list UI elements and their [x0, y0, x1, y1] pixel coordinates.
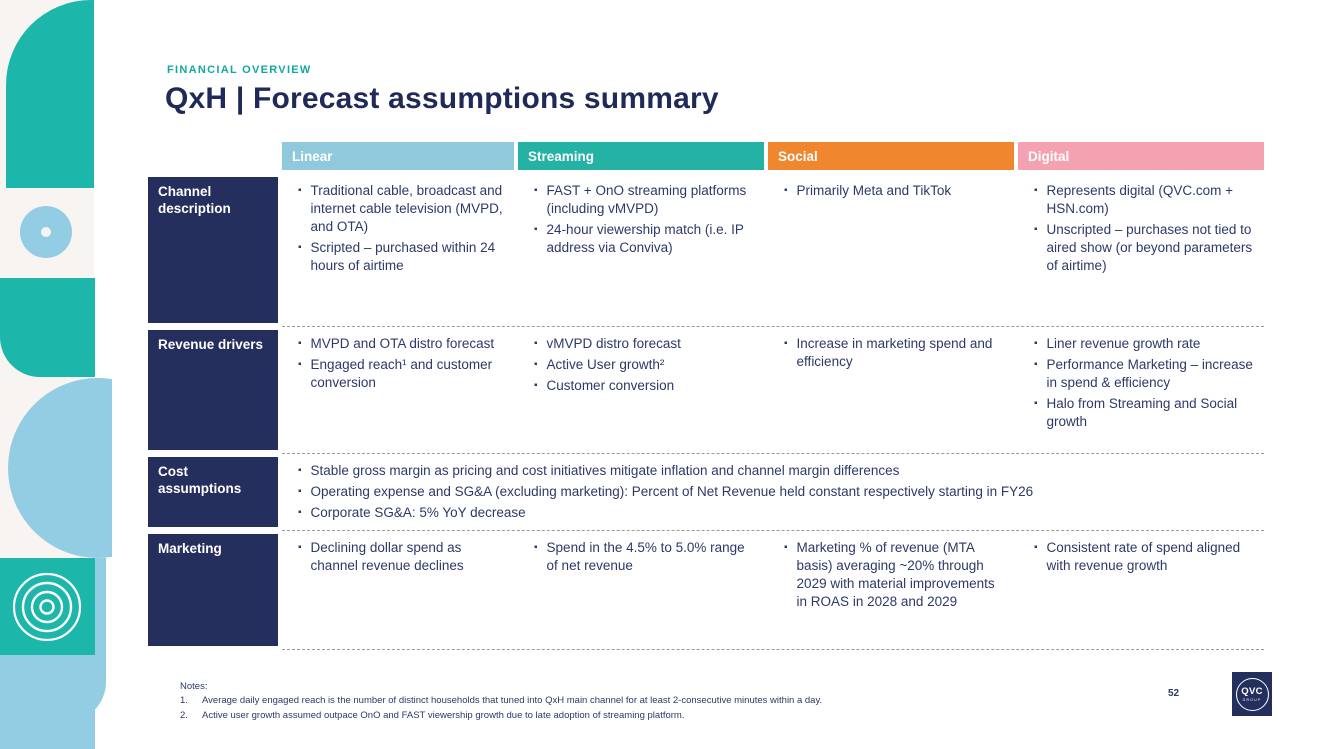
bullet-item [1034, 221, 1258, 275]
bullet-text: Performance Marketing – increase in spend & efficiency [1046, 357, 1253, 390]
blue-bottom-block [0, 655, 95, 749]
teal-middle-block [0, 278, 95, 377]
bullet-list [298, 182, 508, 275]
bullet-marker: ▪ [1034, 359, 1038, 370]
bullet-marker: ▪ [298, 465, 302, 476]
bullet-marker: ▪ [534, 185, 538, 196]
bullet-marker: ▪ [784, 542, 788, 553]
table-cell-linear [282, 534, 514, 646]
row-separator [282, 326, 1264, 327]
bullet-marker: ▪ [1034, 338, 1038, 349]
column-header-label: Social [778, 148, 818, 164]
page-number: 52 [1168, 688, 1180, 699]
bullet-item [534, 335, 758, 353]
column-header-label: Linear [292, 148, 333, 164]
table-cell-streaming [518, 330, 764, 450]
column-header-streaming [518, 142, 764, 170]
qvc-group-logo [1232, 672, 1272, 716]
bullet-text: FAST + OnO streaming platforms (including vMVPD) [546, 183, 747, 216]
logo-brand-text: QVC [1241, 686, 1263, 697]
bullet-text: Unscripted – purchases not tied to aired show (or beyond parameters of airtime) [1046, 221, 1253, 273]
bullet-marker: ▪ [298, 542, 302, 553]
bullet-marker: ▪ [534, 359, 538, 370]
assumptions-table [148, 142, 1264, 646]
bullet-marker: ▪ [534, 223, 538, 235]
column-header-label: Digital [1028, 148, 1070, 164]
table-cell-linear [282, 330, 514, 450]
white-center-dot [41, 227, 51, 237]
row-header-label: Channel description [158, 184, 231, 216]
table-cell-streaming [518, 177, 764, 323]
table-corner-spacer [148, 142, 278, 170]
table-cell-streaming [518, 534, 764, 646]
bullet-list [534, 539, 758, 575]
bullet-item [534, 539, 758, 575]
bullet-text: Liner revenue growth rate [1046, 336, 1201, 351]
bullet-marker: ▪ [298, 486, 302, 497]
bullet-item [298, 462, 1258, 480]
row-header-label: Marketing [158, 541, 222, 556]
row-separator [282, 530, 1264, 531]
teal-icon-block [0, 558, 95, 655]
bullet-text: Customer conversion [546, 378, 675, 393]
bullet-item [298, 483, 1258, 501]
bullet-text: Marketing % of revenue (MTA basis) averaging ~20% through 2029 with material improvements in ROAS in 2028 and 2029 [796, 540, 995, 609]
bullet-text: Declining dollar spend as channel revenue declines [310, 540, 464, 573]
table-wrap [148, 142, 1264, 654]
bullet-text: Operating expense and SG&A (excluding marketing): Percent of Net Revenue held constant respectively starting in FY26 [310, 484, 1034, 499]
bullet-text: 24-hour viewership match (i.e. IP address via Conviva) [546, 221, 744, 255]
bullet-item [534, 377, 758, 395]
bullet-item [298, 239, 508, 275]
bullet-list [784, 539, 1008, 611]
table-cell-social [768, 534, 1014, 646]
bullet-list [298, 462, 1258, 522]
bullet-marker: ▪ [298, 507, 302, 518]
footnote-number: 1. [180, 695, 188, 707]
bullet-item [534, 182, 758, 218]
bullet-marker: ▪ [1034, 542, 1038, 553]
bullet-item [1034, 335, 1258, 353]
footnotes [180, 680, 822, 723]
bullet-text: Stable gross margin as pricing and cost initiatives mitigate inflation and channel margin differences [310, 463, 900, 478]
bullet-text: Represents digital (QVC.com + HSN.com) [1046, 183, 1233, 216]
bullet-list [784, 182, 1008, 200]
table-cell-social [768, 177, 1014, 323]
footnotes-list [180, 694, 822, 723]
bullet-text: Consistent rate of spend aligned with revenue growth [1046, 540, 1241, 573]
bullet-marker: ▪ [1034, 223, 1038, 235]
concentric-rings-icon [12, 572, 82, 642]
bullet-text: Active User growth² [546, 357, 665, 372]
table-cell-digital [1018, 330, 1264, 450]
bullet-marker: ▪ [784, 338, 788, 349]
table-cell-linear [282, 177, 514, 323]
bullet-text: Halo from Streaming and Social growth [1046, 395, 1238, 429]
footnote-text: Active user growth assumed outpace OnO and FAST viewership growth due to late adoption of streaming platform. [202, 709, 685, 721]
footnote-number: 2. [180, 709, 188, 721]
row-header-channel-description [148, 177, 278, 323]
bullet-list [784, 335, 1008, 371]
bullet-list [1034, 335, 1258, 431]
bullet-item [534, 221, 758, 257]
bullet-text: Spend in the 4.5% to 5.0% range of net revenue [546, 540, 745, 573]
row-header-revenue-drivers [148, 330, 278, 450]
bullet-item [298, 335, 508, 353]
bullet-item [1034, 539, 1258, 575]
bullet-item [1034, 182, 1258, 218]
bullet-list [534, 335, 758, 395]
column-header-digital [1018, 142, 1264, 170]
bullet-list [534, 182, 758, 257]
bullet-list [1034, 539, 1258, 575]
bullet-marker: ▪ [534, 380, 538, 391]
bullet-item [784, 539, 1008, 611]
row-header-cost-assumptions [148, 457, 278, 527]
bullet-marker: ▪ [1034, 185, 1038, 196]
footnote-item [180, 694, 822, 708]
bullet-text: Primarily Meta and TikTok [796, 183, 952, 198]
logo-circle [1236, 678, 1269, 711]
table-cell-span [282, 457, 1264, 527]
row-separator [282, 649, 1264, 650]
bullet-text: Traditional cable, broadcast and internet cable television (MVPD, and OTA) [310, 183, 503, 234]
table-cell-digital [1018, 177, 1264, 323]
bullet-item [298, 356, 508, 392]
row-header-label: Revenue drivers [158, 337, 264, 352]
bullet-item [784, 182, 1008, 200]
bullet-item [298, 539, 508, 575]
row-header-marketing [148, 534, 278, 646]
row-separator [282, 453, 1264, 454]
blue-dot-circle [20, 206, 72, 258]
bullet-item [1034, 395, 1258, 431]
footnote-item [180, 709, 822, 723]
column-header-linear [282, 142, 514, 170]
bullet-item [298, 182, 508, 236]
bullet-text: vMVPD distro forecast [546, 336, 681, 351]
bullet-item [298, 504, 1258, 522]
bullet-item [1034, 356, 1258, 392]
bullet-marker: ▪ [1034, 397, 1038, 409]
row-header-label: Cost assumptions [158, 464, 242, 496]
section-eyebrow: FINANCIAL OVERVIEW [167, 64, 312, 76]
bullet-text: Increase in marketing spend and efficiency [796, 336, 993, 369]
bullet-marker: ▪ [298, 241, 302, 253]
bullet-list [1034, 182, 1258, 275]
footnote-text: Average daily engaged reach is the number of distinct households that tuned into QxH main channel for at least 2-consecutive minutes within a day. [202, 695, 823, 707]
column-header-label: Streaming [528, 148, 595, 164]
page-title: QxH | Forecast assumptions summary [165, 82, 719, 115]
bullet-item [784, 335, 1008, 371]
bullet-marker: ▪ [534, 338, 538, 349]
column-header-social [768, 142, 1014, 170]
bullet-list [298, 539, 508, 575]
table-cell-digital [1018, 534, 1264, 646]
bullet-text: Scripted – purchased within 24 hours of airtime [310, 239, 496, 273]
bullet-text: Engaged reach¹ and customer conversion [310, 357, 493, 390]
bullet-marker: ▪ [784, 185, 788, 196]
logo-sub-text: GROUP [1242, 698, 1262, 702]
bullet-marker: ▪ [534, 542, 538, 553]
table-cell-social [768, 330, 1014, 450]
bullet-marker: ▪ [298, 185, 302, 196]
bullet-list [298, 335, 508, 392]
bullet-marker: ▪ [298, 338, 302, 349]
footnotes-label: Notes: [180, 681, 208, 692]
decorative-left-strip [0, 0, 112, 749]
bullet-item [534, 356, 758, 374]
bullet-marker: ▪ [298, 359, 302, 370]
bullet-text: Corporate SG&A: 5% YoY decrease [310, 505, 526, 520]
bullet-text: MVPD and OTA distro forecast [310, 336, 495, 351]
